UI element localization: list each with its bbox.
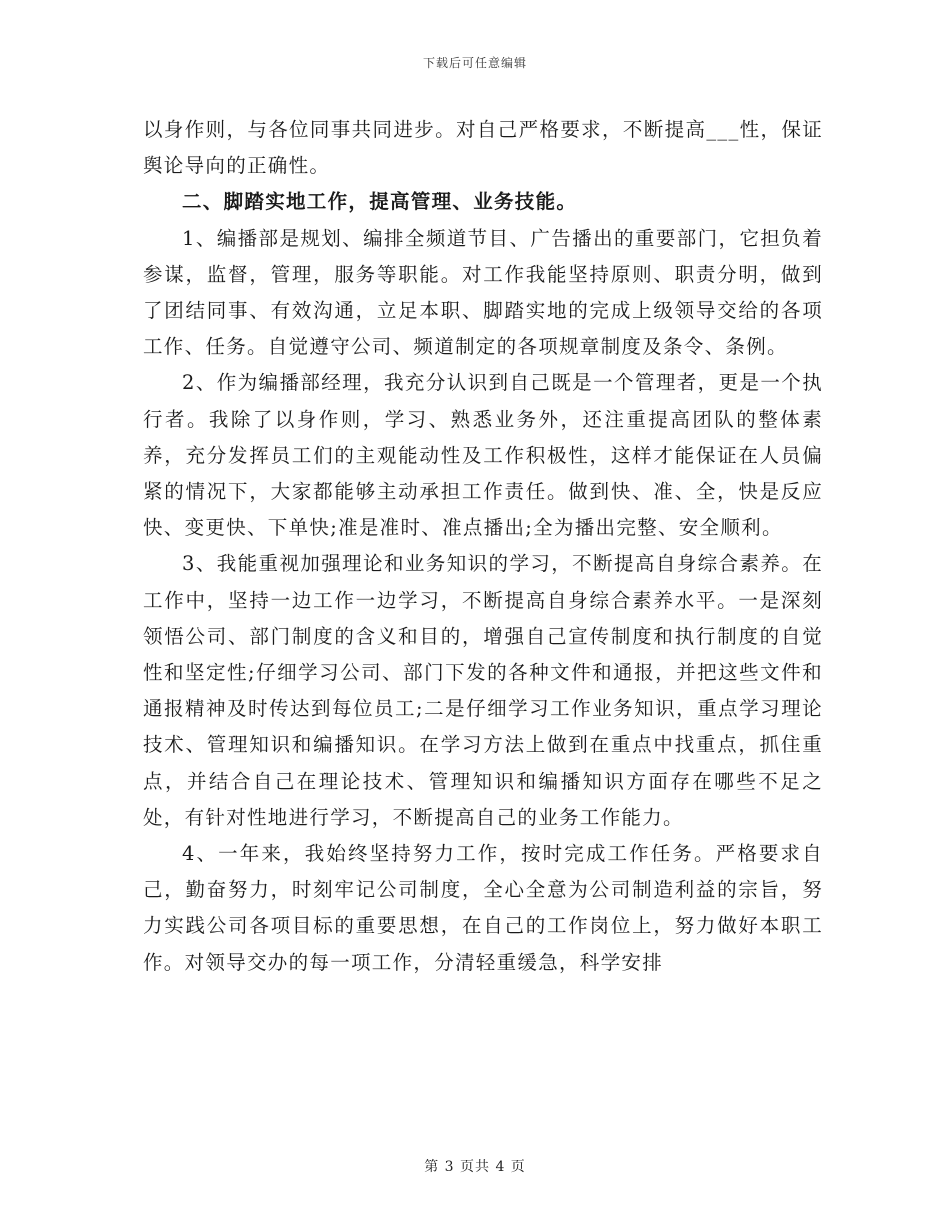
paragraph-4: 4、一年来，我始终坚持努力工作，按时完成工作任务。严格要求自己，勤奋努力，时刻牢记公司制度，全心全意为公司制造利益的宗旨，努力实践公司各项目标的重要思想，在自己的工作岗位上，努力做好本职工作。对领导交办的每一项工作，分清轻重缓急，科学安排 xyxy=(143,842,823,974)
header-note: 下载后可任意编辑 xyxy=(422,56,527,70)
page-number: 第 3 页共 4 页 xyxy=(424,1159,526,1175)
paragraph-3: 3、我能重视加强理论和业务知识的学习，不断提高自身综合素养。在工作中，坚持一边工作一边学习，不断提高自身综合素养水平。一是深刻领悟公司、部门制度的含义和目的，增强自己宣传制度和执行制度的自觉性和坚定性;仔细学习公司、部门下发的各种文件和通报，并把这些文件和通报精神及时传达到每位员工;二是仔细学习工作业务知识，重点学习理论技术、管理知识和编播知识。在学习方法上做到在重点中找重点，抓住重点，并结合自己在理论技术、管理知识和编播知识方面存在哪些不足之处，有针对性地进行学习，不断提高自己的业务工作能力。 xyxy=(143,552,823,829)
section-heading: 二、脚踏实地工作，提高管理、业务技能。 xyxy=(182,190,578,214)
document-body xyxy=(143,112,823,981)
paragraph-2: 2、作为编播部经理，我充分认识到自己既是一个管理者，更是一个执行者。我除了以身作则，学习、熟悉业务外，还注重提高团队的整体素养，充分发挥员工们的主观能动性及工作积极性，这样才能保证在人员偏紧的情况下，大家都能够主动承担工作责任。做到快、准、全，快是反应快、变更快、下单快;准是准时、准点播出;全为播出完整、安全顺利。 xyxy=(143,371,823,540)
paragraph-1: 1、编播部是规划、编排全频道节目、广告播出的重要部门，它担负着参谋，监督，管理，服务等职能。对工作我能坚持原则、职责分明，做到了团结同事、有效沟通，立足本职、脚踏实地的完成上级领导交给的各项工作、任务。自觉遵守公司、频道制定的各项规章制度及条令、条例。 xyxy=(143,226,823,359)
paragraph-continuation: 以身作则，与各位同事共同进步。对自己严格要求，不断提高___性，保证舆论导向的正确性。 xyxy=(143,118,823,178)
